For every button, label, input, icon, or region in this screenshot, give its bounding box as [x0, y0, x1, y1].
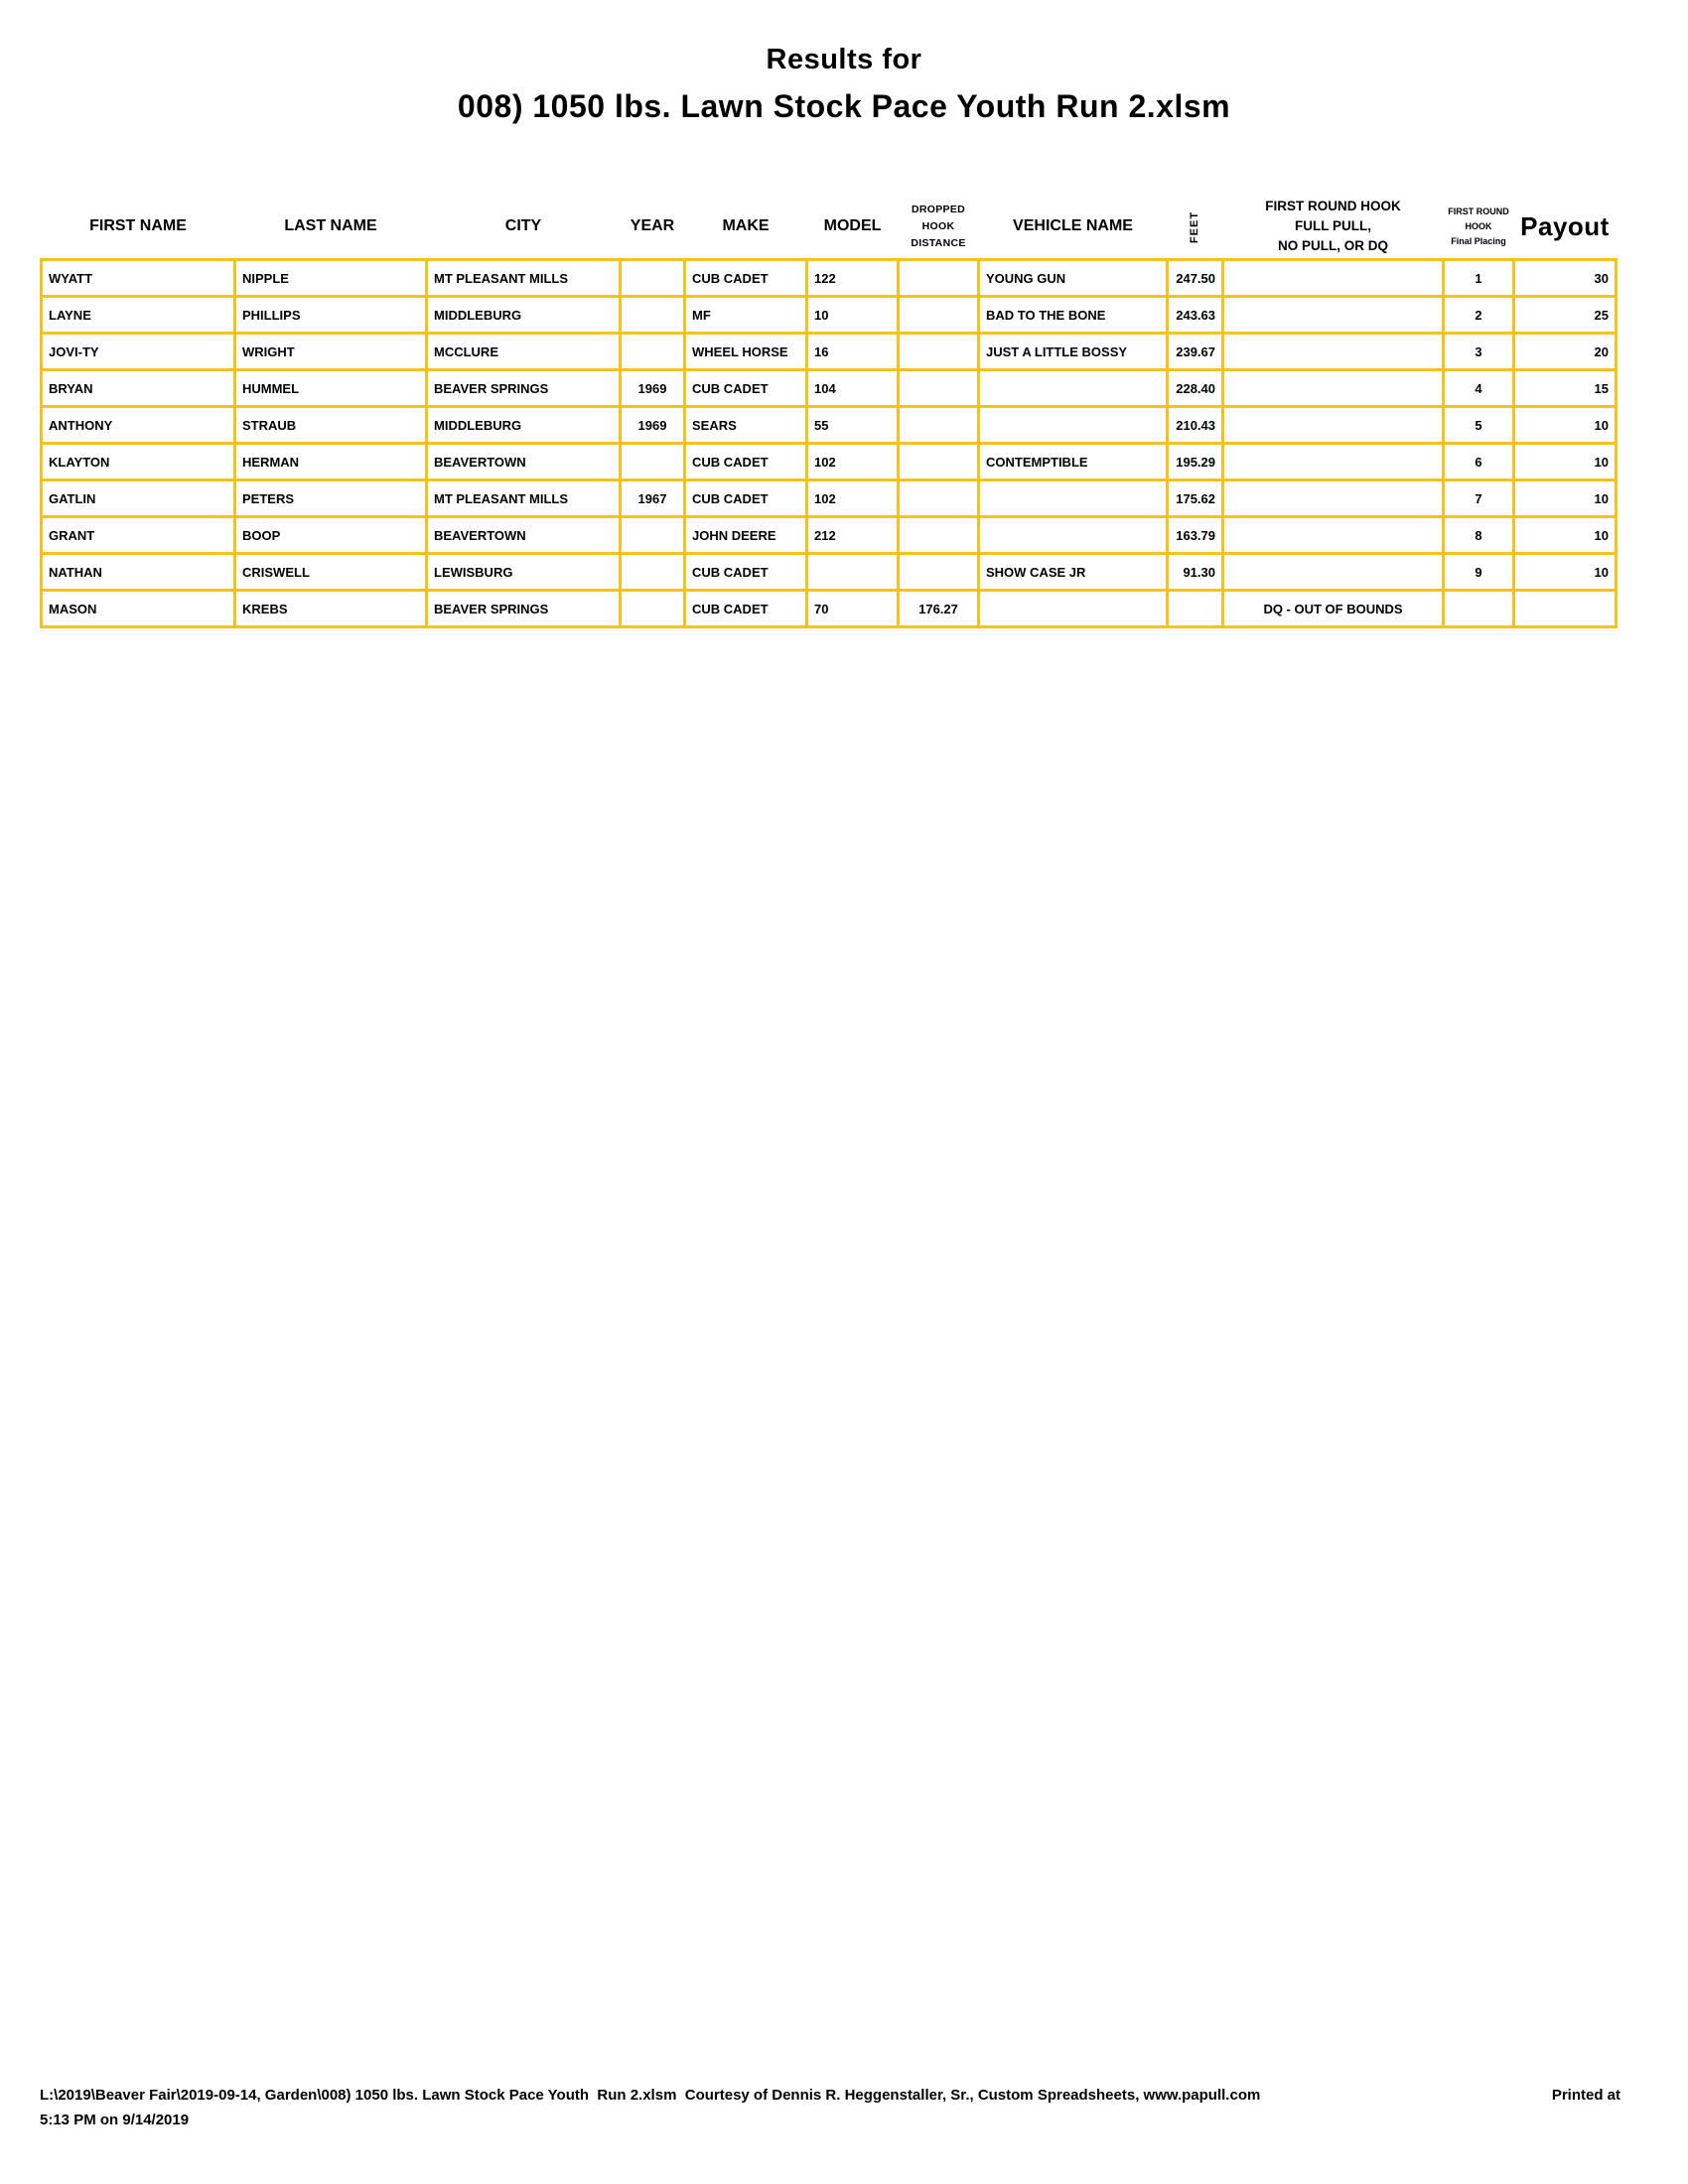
cell-first-name: ANTHONY: [43, 408, 233, 442]
printed-at-label: Printed at: [1551, 2087, 1620, 2104]
header-dropped-line2: HOOK: [921, 219, 955, 232]
cell-dropped-hook-distance: 176.27: [900, 592, 977, 625]
cell-vehicle-name: JUST A LITTLE BOSSY: [980, 335, 1166, 368]
cell-model: 70: [808, 592, 897, 625]
cell-city: MCCLURE: [428, 335, 619, 368]
file-path-credit: L:\2019\Beaver Fair\2019-09-14, Garden\008) 1050 lbs. Lawn Stock Pace Youth Run 2.xlsm Courtesy of Dennis R. Heggenstaller, Sr., Custom Spreadsheets, www.papull.com: [40, 2087, 1261, 2104]
cell-dropped-hook-distance: [900, 555, 977, 589]
header-hook-line3: NO PULL, OR DQ: [1278, 238, 1388, 253]
table-body-grid: [40, 258, 1618, 628]
cell-make: CUB CADET: [686, 371, 805, 405]
cell-feet: [1169, 592, 1221, 625]
cell-model: 102: [808, 481, 897, 515]
cell-make: CUB CADET: [686, 592, 805, 625]
header-dropped-line3: DISTANCE: [911, 236, 966, 249]
cell-first-round-hook: [1224, 555, 1442, 589]
cell-first-round-hook: [1224, 445, 1442, 478]
header-year: YEAR: [630, 217, 675, 234]
cell-final-placing: 3: [1445, 335, 1512, 368]
cell-last-name: HERMAN: [236, 445, 425, 478]
cell-city: MIDDLEBURG: [428, 408, 619, 442]
cell-model: 10: [808, 298, 897, 332]
cell-payout: 10: [1515, 408, 1615, 442]
cell-feet: 175.62: [1169, 481, 1221, 515]
cell-payout: 10: [1515, 518, 1615, 552]
cell-make: WHEEL HORSE: [686, 335, 805, 368]
cell-final-placing: 1: [1445, 261, 1512, 295]
cell-feet: 91.30: [1169, 555, 1221, 589]
header-last-name: LAST NAME: [284, 217, 377, 234]
cell-dropped-hook-distance: [900, 408, 977, 442]
cell-vehicle-name: YOUNG GUN: [980, 261, 1166, 295]
cell-city: BEAVER SPRINGS: [428, 592, 619, 625]
cell-vehicle-name: SHOW CASE JR: [980, 555, 1166, 589]
header-placing-line1: FIRST ROUND: [1448, 205, 1509, 216]
cell-last-name: KREBS: [236, 592, 425, 625]
cell-model: [808, 555, 897, 589]
header-vehicle-name: VEHICLE NAME: [1013, 217, 1133, 234]
cell-first-name: LAYNE: [43, 298, 233, 332]
cell-city: BEAVER SPRINGS: [428, 371, 619, 405]
cell-year: 1969: [622, 408, 683, 442]
cell-model: 212: [808, 518, 897, 552]
cell-final-placing: [1445, 592, 1512, 625]
cell-make: CUB CADET: [686, 555, 805, 589]
cell-vehicle-name: [980, 592, 1166, 625]
cell-city: BEAVERTOWN: [428, 518, 619, 552]
cell-first-name: KLAYTON: [43, 445, 233, 478]
header-first-round-hook: [1224, 197, 1442, 256]
header-feet-label: FEET: [1189, 210, 1201, 243]
page-subtitle-filename: 008) 1050 lbs. Lawn Stock Pace Youth Run 2.xlsm: [457, 88, 1231, 124]
header-feet: [1169, 210, 1221, 243]
cell-first-round-hook: [1224, 518, 1442, 552]
header-first-name: FIRST NAME: [89, 217, 187, 234]
footer-line1: [40, 2083, 1620, 2108]
cell-model: 104: [808, 371, 897, 405]
results-table: [40, 195, 1618, 628]
cell-final-placing: 2: [1445, 298, 1512, 332]
cell-city: MT PLEASANT MILLS: [428, 481, 619, 515]
cell-dropped-hook-distance: [900, 518, 977, 552]
cell-vehicle-name: CONTEMPTIBLE: [980, 445, 1166, 478]
header-dropped-line1: DROPPED: [911, 203, 966, 215]
header-dropped-hook-distance: [900, 202, 977, 252]
cell-last-name: BOOP: [236, 518, 425, 552]
cell-payout: [1515, 592, 1615, 625]
cell-city: BEAVERTOWN: [428, 445, 619, 478]
cell-dropped-hook-distance: [900, 335, 977, 368]
cell-payout: 15: [1515, 371, 1615, 405]
cell-final-placing: 4: [1445, 371, 1512, 405]
cell-first-name: WYATT: [43, 261, 233, 295]
cell-first-round-hook: [1224, 371, 1442, 405]
cell-final-placing: 7: [1445, 481, 1512, 515]
cell-city: MIDDLEBURG: [428, 298, 619, 332]
cell-year: [622, 445, 683, 478]
cell-model: 55: [808, 408, 897, 442]
cell-first-name: BRYAN: [43, 371, 233, 405]
header-city: CITY: [504, 217, 542, 234]
cell-first-name: GRANT: [43, 518, 233, 552]
cell-year: 1967: [622, 481, 683, 515]
cell-payout: 10: [1515, 555, 1615, 589]
cell-dropped-hook-distance: [900, 371, 977, 405]
cell-year: 1969: [622, 371, 683, 405]
header-payout: Payout: [1520, 211, 1610, 241]
table-header-row: [40, 195, 1618, 258]
cell-first-name: MASON: [43, 592, 233, 625]
page-title: Results for: [766, 44, 922, 75]
cell-final-placing: 8: [1445, 518, 1512, 552]
cell-first-name: JOVI-TY: [43, 335, 233, 368]
header-make: MAKE: [722, 217, 770, 234]
cell-last-name: WRIGHT: [236, 335, 425, 368]
cell-year: [622, 261, 683, 295]
cell-feet: 239.67: [1169, 335, 1221, 368]
title-block: [0, 44, 1688, 125]
cell-dropped-hook-distance: [900, 445, 977, 478]
cell-first-round-hook: [1224, 261, 1442, 295]
cell-feet: 247.50: [1169, 261, 1221, 295]
cell-final-placing: 9: [1445, 555, 1512, 589]
cell-final-placing: 6: [1445, 445, 1512, 478]
printed-timestamp: 5:13 PM on 9/14/2019: [40, 2112, 190, 2128]
cell-first-round-hook: [1224, 335, 1442, 368]
cell-first-name: NATHAN: [43, 555, 233, 589]
cell-model: 102: [808, 445, 897, 478]
cell-last-name: NIPPLE: [236, 261, 425, 295]
cell-feet: 243.63: [1169, 298, 1221, 332]
cell-feet: 210.43: [1169, 408, 1221, 442]
cell-make: CUB CADET: [686, 445, 805, 478]
cell-feet: 228.40: [1169, 371, 1221, 405]
cell-payout: 20: [1515, 335, 1615, 368]
cell-last-name: CRISWELL: [236, 555, 425, 589]
cell-model: 16: [808, 335, 897, 368]
cell-year: [622, 298, 683, 332]
cell-make: CUB CADET: [686, 481, 805, 515]
cell-feet: 163.79: [1169, 518, 1221, 552]
cell-city: MT PLEASANT MILLS: [428, 261, 619, 295]
cell-first-round-hook: [1224, 481, 1442, 515]
header-model: MODEL: [823, 217, 882, 234]
cell-last-name: PHILLIPS: [236, 298, 425, 332]
cell-last-name: HUMMEL: [236, 371, 425, 405]
cell-vehicle-name: [980, 481, 1166, 515]
cell-year: [622, 592, 683, 625]
cell-payout: 10: [1515, 445, 1615, 478]
page-footer: [40, 2083, 1620, 2132]
cell-make: CUB CADET: [686, 261, 805, 295]
cell-vehicle-name: [980, 408, 1166, 442]
cell-make: SEARS: [686, 408, 805, 442]
cell-make: MF: [686, 298, 805, 332]
cell-first-round-hook: DQ - OUT OF BOUNDS: [1224, 592, 1442, 625]
cell-first-name: GATLIN: [43, 481, 233, 515]
header-placing-line3: Final Placing: [1451, 235, 1506, 246]
cell-last-name: STRAUB: [236, 408, 425, 442]
cell-dropped-hook-distance: [900, 298, 977, 332]
cell-payout: 10: [1515, 481, 1615, 515]
cell-vehicle-name: BAD TO THE BONE: [980, 298, 1166, 332]
cell-city: LEWISBURG: [428, 555, 619, 589]
cell-vehicle-name: [980, 371, 1166, 405]
cell-make: JOHN DEERE: [686, 518, 805, 552]
cell-payout: 25: [1515, 298, 1615, 332]
cell-first-round-hook: [1224, 408, 1442, 442]
header-hook-line2: FULL PULL,: [1295, 218, 1371, 233]
cell-payout: 30: [1515, 261, 1615, 295]
cell-year: [622, 518, 683, 552]
cell-dropped-hook-distance: [900, 261, 977, 295]
cell-model: 122: [808, 261, 897, 295]
cell-dropped-hook-distance: [900, 481, 977, 515]
header-hook-line1: FIRST ROUND HOOK: [1265, 199, 1401, 213]
cell-final-placing: 5: [1445, 408, 1512, 442]
cell-year: [622, 335, 683, 368]
cell-last-name: PETERS: [236, 481, 425, 515]
cell-first-round-hook: [1224, 298, 1442, 332]
cell-feet: 195.29: [1169, 445, 1221, 478]
cell-year: [622, 555, 683, 589]
cell-vehicle-name: [980, 518, 1166, 552]
header-final-placing: [1445, 205, 1512, 249]
header-placing-line2: HOOK: [1465, 220, 1492, 231]
